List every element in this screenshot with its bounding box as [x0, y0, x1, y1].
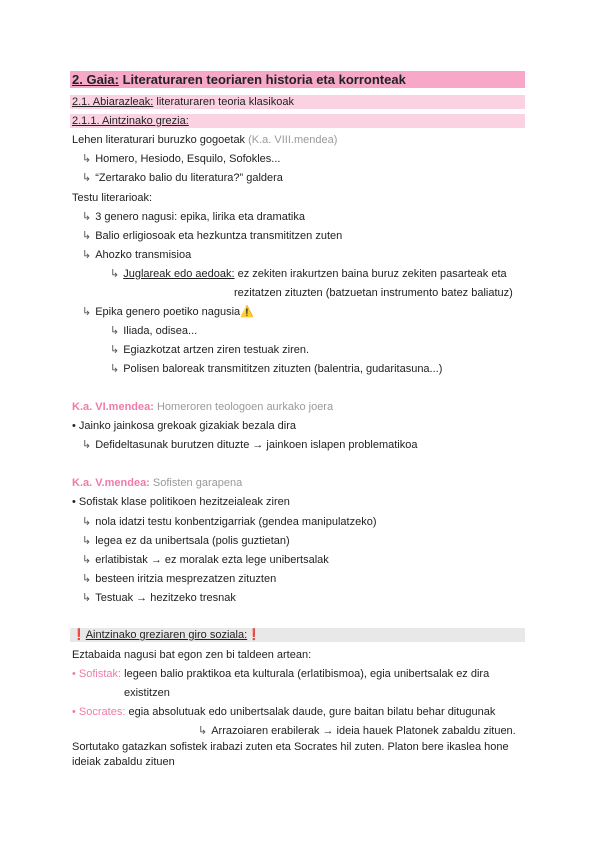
bullet-icon: •: [72, 496, 76, 508]
ka5-sub: ↳ besteen iritzia mesprezatzen zituzten: [82, 573, 277, 585]
arrow-icon: ↳: [82, 554, 92, 566]
testu-heading: Testu literarioak:: [72, 192, 153, 204]
page-title: 2. Gaia: Literaturaren teoriaren historia eta korronteak: [72, 72, 406, 87]
ka5-sub: ↳ Testuak → hezitzeko tresnak: [82, 592, 236, 604]
arrow-icon: ↳: [82, 249, 92, 261]
arrow-icon: ↳: [110, 344, 120, 356]
ka6-heading: K.a. VI.mendea: Homeroren teologoen aurkako joera: [72, 401, 334, 413]
arrow-icon: ↳: [82, 516, 92, 528]
sofistak-line: • Sofistak: legeen balio praktikoa eta kulturala (erlatibismoa), egia unibertsalak ez dira: [72, 668, 490, 680]
epika-item: ↳ Epika genero poetiko nagusia⚠️: [82, 306, 254, 318]
ka5-item: • Sofistak klase politikoen hezitzeialeak ziren: [72, 496, 290, 508]
arrow-icon: ↳: [198, 725, 208, 737]
ending-line: ideiak zabaldu zituen: [72, 756, 175, 768]
epika-sub: ↳ Polisen baloreak transmititzen zituzten (balentria, gudaritasuna...): [110, 363, 443, 375]
section-2-heading: 2.1.1. Aintzinako grezia:: [72, 115, 189, 127]
ka5-sub: ↳ nola idatzi testu konbentzigarriak (gendea manipulatzeko): [82, 516, 377, 528]
testu-item: ↳ Balio erligiosoak eta hezkuntza transmititzen zuten: [82, 230, 343, 242]
giro-heading: ❗Aintzinako greziaren giro soziala:❗: [72, 629, 261, 641]
sofistak-cont: existitzen: [124, 687, 170, 699]
intro-line: Lehen literaturari buruzko gogoetak (K.a. VIII.mendea): [72, 134, 338, 146]
section-1-heading: 2.1. Abiarazleak: literaturaren teoria klasikoak: [72, 96, 294, 108]
epika-sub: ↳ Egiazkotzat artzen ziren testuak ziren.: [110, 344, 310, 356]
exclamation-icon: ❗: [72, 629, 86, 641]
arrow-icon: ↳: [82, 172, 92, 184]
ka5-heading: K.a. V.mendea: Sofisten garapena: [72, 477, 243, 489]
ka6-sub: ↳ Defideltasunak burutzen dituzte → jainkoen islapen problematikoa: [82, 439, 418, 451]
arrow-icon: ↳: [82, 230, 92, 242]
arrow-icon: ↳: [82, 592, 92, 604]
giro-line: Eztabaida nagusi bat egon zen bi taldeen artean:: [72, 649, 312, 661]
arrow-icon: ↳: [82, 211, 92, 223]
arrow-icon: ↳: [110, 363, 120, 375]
testu-item: ↳ Ahozko transmisioa: [82, 249, 192, 261]
arrow-icon: ↳: [110, 268, 120, 280]
epika-sub: ↳ Iliada, odisea...: [110, 325, 198, 337]
exclamation-icon: ❗: [247, 629, 261, 641]
intro-item: ↳ “Zertarako balio du literatura?” galdera: [82, 172, 283, 184]
socrates-sub: ↳ Arrazoiaren erabilerak → ideia hauek Platonek zabaldu zituen.: [198, 725, 516, 737]
juglar-cont: rezitatzen zituzten (batzuetan instrumento batez baliatuz): [234, 287, 513, 299]
arrow-icon: ↳: [82, 573, 92, 585]
intro-item: ↳ Homero, Hesiodo, Esquilo, Sofokles...: [82, 153, 281, 165]
ka5-sub: ↳ legea ez da unibertsala (polis guztietan): [82, 535, 290, 547]
testu-item: ↳ 3 genero nagusi: epika, lirika eta dramatika: [82, 211, 305, 223]
juglar-line: ↳ Juglareak edo aedoak: ez zekiten irakurtzen baina buruz zekiten pasarteak eta: [110, 268, 507, 280]
warning-icon: ⚠️: [240, 306, 254, 318]
ka6-item: • Jainko jainkosa grekoak gizakiak bezala dira: [72, 420, 296, 432]
bullet-icon: •: [72, 420, 76, 432]
arrow-icon: ↳: [82, 439, 92, 451]
arrow-icon: ↳: [82, 153, 92, 165]
ending-line: Sortutako gatazkan sofistek irabazi zuten eta Socrates hil zuten. Platon bere ikaslea hone: [72, 741, 509, 753]
socrates-line: • Socrates: egia absolutuak edo unibertsalak daude, gure baitan bilatu behar ditugunak: [72, 706, 496, 718]
arrow-icon: ↳: [82, 306, 92, 318]
arrow-icon: ↳: [110, 325, 120, 337]
arrow-icon: ↳: [82, 535, 92, 547]
ka5-sub: ↳ erlatibistak → ez moralak ezta lege unibertsalak: [82, 554, 329, 566]
